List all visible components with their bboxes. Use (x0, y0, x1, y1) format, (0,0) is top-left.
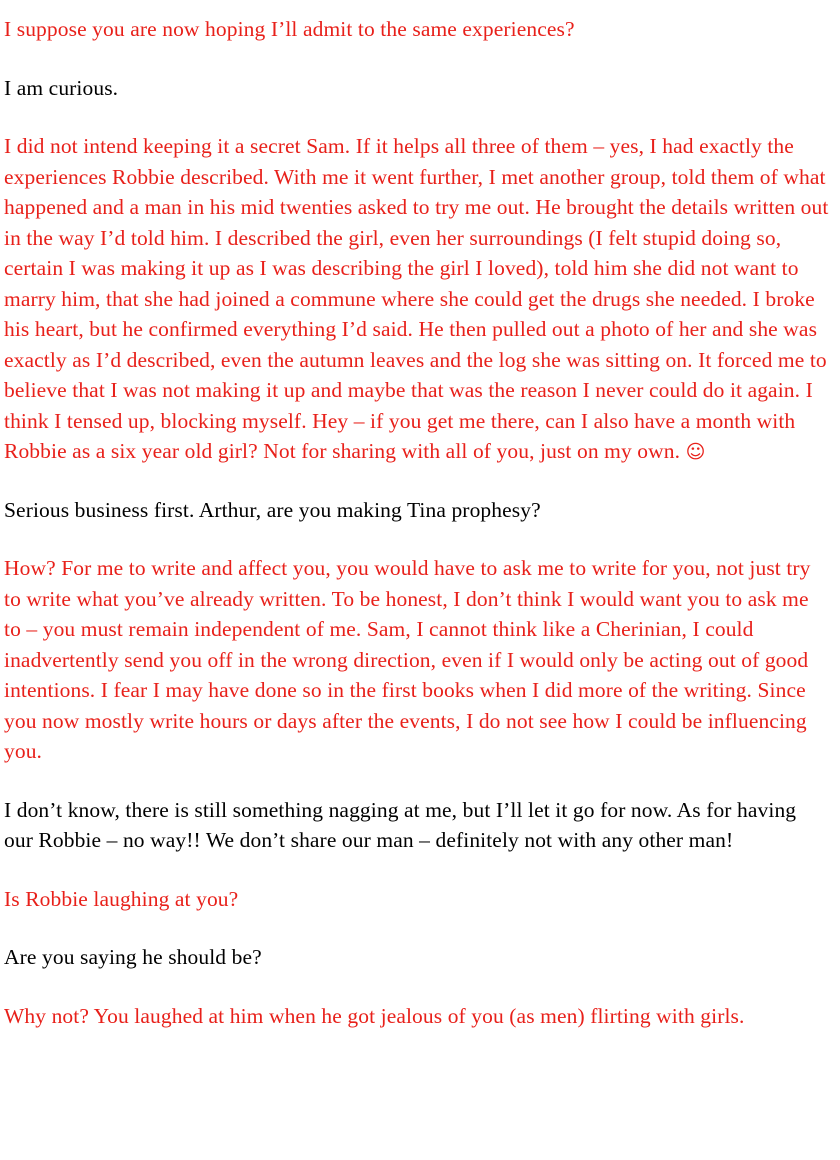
paragraph-2: I am curious. (4, 75, 119, 100)
paragraph-1: I suppose you are now hoping I’ll admit to the same experiences? (4, 17, 575, 41)
paragraph-spacer (4, 467, 830, 495)
paragraph-spacer (4, 914, 830, 942)
paragraph-spacer (4, 973, 830, 1001)
paragraph-9: Why not? You laughed at him when he got jealous of you (as men) flirting with girls. (4, 1003, 745, 1028)
paragraph-7: Is Robbie laughing at you? (4, 886, 239, 911)
paragraph-spacer (4, 525, 830, 553)
paragraph-3 (4, 131, 830, 467)
paragraph-3-text: I did not intend keeping it a secret Sam. If it helps all three of them – yes, I had exactly the experiences Robbie described. With me it went further, I met another group, told them of what happened and a man in his mid twenties asked to try me out. He brought the details written out in the way I’d told him. I described the girl, even her surroundings (I felt stupid doing so, certain I was making it up as I was describing the girl I loved), told him she did not want to marry him, that she had joined a commune where she could get the drugs she needed. I broke his heart, but he confirmed everything I’d said. He then pulled out a photo of her and she was exactly as I’d described, even the autumn leaves and the log she was sitting on. It forced me to believe that I was not making it up and maybe that was the reason I never could do it again. I think I tensed up, blocking myself. Hey – if you get me there, can I also have a month with Robbie as a six year old girl? Not for sharing with all of you, just on my own. (4, 134, 829, 463)
paragraph-6: I don’t know, there is still something nagging at me, but I’ll let it go for now. As for having our Robbie – no way!! We don’t share our man – definitely not with any other man! (4, 797, 797, 852)
paragraph-spacer (4, 45, 830, 73)
smiley-icon: ☺ (685, 441, 706, 463)
paragraph-spacer (4, 103, 830, 131)
paragraph-4: Serious business first. Arthur, are you making Tina prophesy? (4, 497, 541, 522)
paragraph-8: Are you saying he should be? (4, 945, 262, 969)
paragraph-spacer (4, 856, 830, 884)
paragraph-spacer (4, 767, 830, 795)
paragraph-5: How? For me to write and affect you, you would have to ask me to write for you, not just try to write what you’ve already written. To be honest, I don’t think I would want you to ask me to – you must remain independent of me. Sam, I cannot think like a Cherinian, I could inadvertently send you off in the wrong direction, even if I would only be acting out of good intentions. I fear I may have done so in the first books when I did more of the writing. Since you now mostly write hours or days after the events, I do not see how I could be influencing you. (4, 556, 811, 763)
